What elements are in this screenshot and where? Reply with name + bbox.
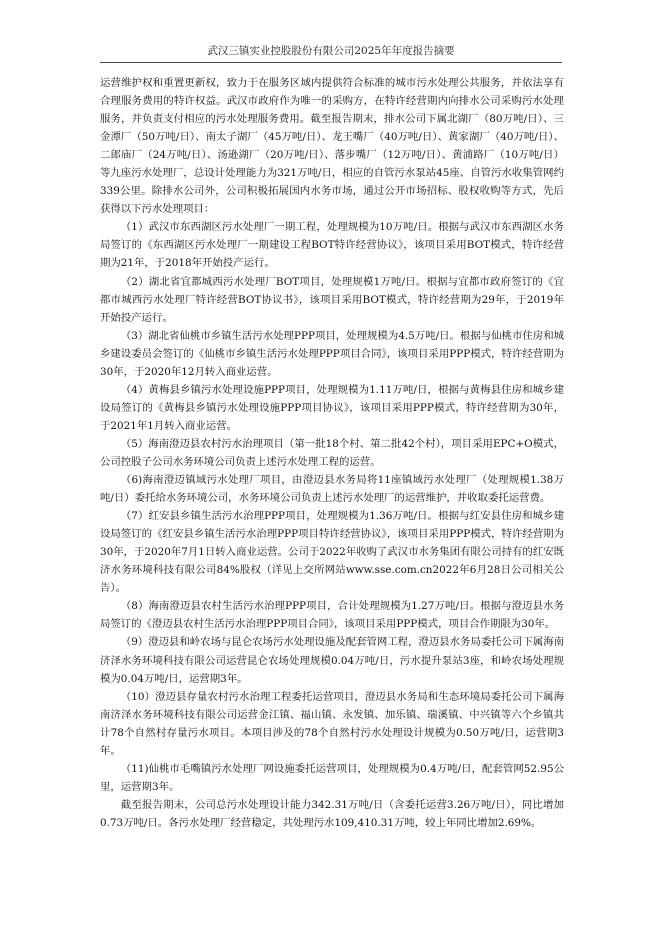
paragraph-project-8: （8）海南澄迈县农村生活污水治理PPP项目，合计处理规模为1.27万吨/日。根据与澄迈县水务局签订的《澄迈县农村生活污水治理PPP项目合同》，该项目采用PPP模式，项目合作期限为30年。 [100,600,564,631]
paragraph-project-10: （10）澄迈县存量农村污水治理工程委托运营项目，澄迈县水务局和生态环境局委托公司下属海南济泽水务环境科技有限公司运营金江镇、福山镇、永发镇、加乐镇、瑞溪镇、中兴镇等六个乡镇共计78个自然村存量污水项目。本项目涉及的78个自然村污水处理设计规模为0.50万吨/日，运营期3年。 [100,690,564,757]
paragraph-intro: 运营维护权和重置更新权，致力于在服务区域内提供符合标准的城市污水处理公共服务，并依法享有合理服务费用的特许权益。武汉市政府作为唯一的采购方，在特许经营期内向排水公司采购污水处理服务，并负责支付相应的污水处理服务费用。截至报告期末，排水公司下属北湖厂（80万吨/日）、三金潭厂（50万吨/日）、南太子湖厂（45万吨/日）、龙王嘴厂（40万吨/日）、黄家湖厂（40万吨/日）、二郎庙厂（24万吨/日）、汤逊湖厂（20万吨/日）、落步嘴厂（12万吨/日）、黄浦路厂（10万吨/日）等九座污水处理厂，总设计处理能力为321万吨/日，相应的自管污水泵站45座、自管污水收集管网约339公里。除排水公司外，公司积极拓展国内水务市场，通过公开市场招标、股权收购等方式，先后获得以下污水处理项目： [100,77,564,216]
paragraph-project-7: （7）红安县乡镇生活污水治理PPP项目，处理规模为1.36万吨/日。根据与红安县住房和城乡建设局签订的《红安县乡镇生活污水治理PPP项目特许经营协议》，该项目采用PPP模式，特许经营期为30年，于2020年7月1日转入商业运营。公司于2022年收购了武汉市水务集团有限公司持有的红安既济水务环境科技有限公司84%股权（详见上交所网站www.sse.com.cn2022年6月28日公司相关公告）。 [100,510,564,595]
document-body [100,74,564,832]
paragraph-project-11: （11)仙桃市毛嘴镇污水处理厂网设施委托运营项目，处理规模为0.4万吨/日，配套管网52.95公里，运营期3年。 [100,762,564,793]
header-divider [100,62,562,63]
paragraph-summary: 截至报告期末，公司总污水处理设计能力342.31万吨/日（含委托运营3.26万吨/日），同比增加0.73万吨/日。各污水处理厂经营稳定，共处理污水109,410.31万吨，较上年同比增加2.69%。 [100,798,564,829]
paragraph-project-2: （2）湖北省宜都城西污水处理厂BOT项目，处理规模1万吨/日。根据与宜都市政府签订的《宜都市城西污水处理厂特许经营BOT协议书》，该项目采用BOT模式，特许经营期为29年，于2019年开始投产运行。 [100,275,564,324]
paragraph-project-6: （6)海南澄迈镇域污水处理厂项目，由澄迈县水务局将11座镇域污水处理厂（处理规模1.38万吨/日）委托给水务环境公司，水务环境公司负责上述污水处理厂的运营维护，并收取委托运营费。 [100,474,564,505]
paragraph-project-9: （9）澄迈县和岭农场与昆仑农场污水处理设施及配套管网工程，澄迈县水务局委托公司下属海南济泽水务环境科技有限公司运营昆仑农场处理规模0.04万吨/日，污水提升泵站3座，和岭农场处理规模为0.04万吨/日，运营期3年。 [100,636,564,685]
paragraph-project-1: （1）武汉市东西湖区污水处理厂一期工程，处理规模为10万吨/日。根据与武汉市东西湖区水务局签订的《东西湖区污水处理厂一期建设工程BOT特许经营协议》，该项目采用BOT模式，特许经营期为21年，于2018年开始投产运行。 [100,221,564,270]
paragraph-project-4: （4）黄梅县乡镇污水处理设施PPP项目，处理规模为1.11万吨/日，根据与黄梅县住房和城乡建设局签订的《黄梅县乡镇污水处理设施PPP项目协议》，该项目采用PPP模式，特许经营期为30年，于2021年1月转入商业运营。 [100,383,564,432]
report-header-title: 武汉三镇实业控股股份有限公司2025年年度报告摘要 [207,45,455,57]
paragraph-project-3: （3）湖北省仙桃市乡镇生活污水处理PPP项目，处理规模为4.5万吨/日。根据与仙桃市住房和城乡建设委员会签订的《仙桃市乡镇生活污水处理PPP项目合同》，该项目采用PPP模式，特许经营期为30年，于2020年12月转入商业运营。 [100,329,564,378]
paragraph-project-5: （5）海南澄迈县农村污水治理项目（第一批18个村、第二批42个村），项目采用EPC+O模式，公司控股子公司水务环境公司负责上述污水处理工程的运营。 [100,437,564,468]
